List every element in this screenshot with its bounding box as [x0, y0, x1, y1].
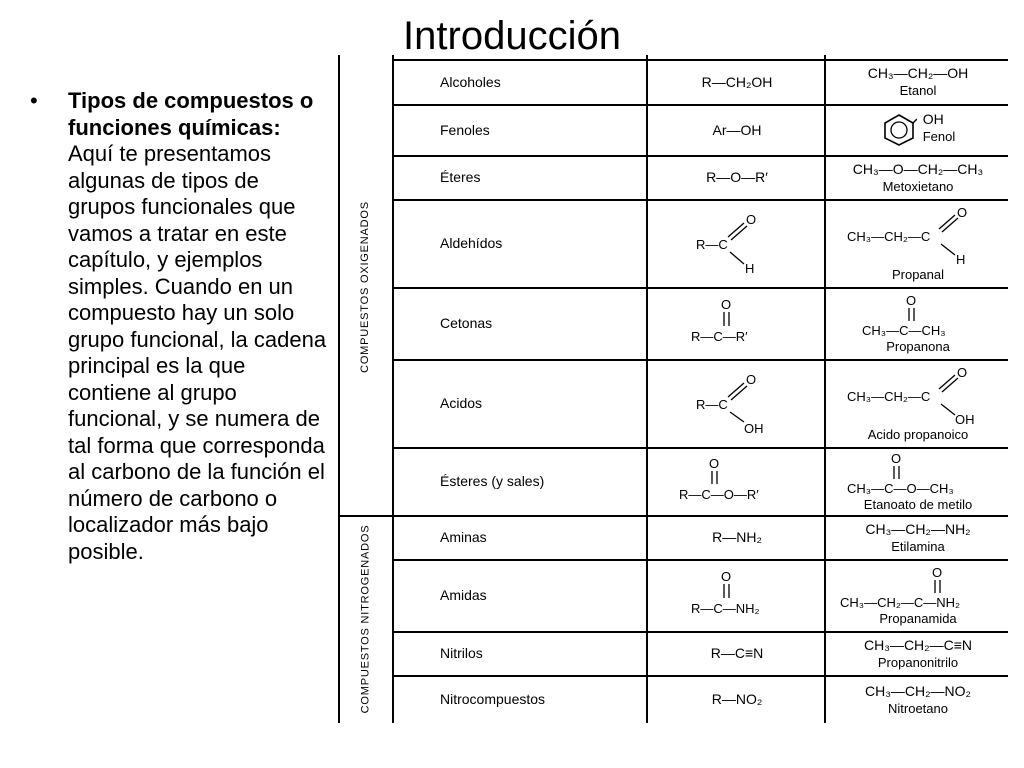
row-formula-acidos	[650, 359, 824, 447]
svg-text:O: O	[746, 212, 757, 227]
row-formula-esteres	[650, 447, 824, 515]
example-formula: OH	[922, 110, 944, 127]
row-name-eteres: Éteres	[440, 169, 481, 185]
row-example-fenoles	[828, 104, 1008, 155]
row-formula-amidas	[650, 559, 824, 631]
example-formula: CH₃—CH₂—OH	[867, 65, 969, 81]
svg-text:CH₃—CH₂—C: CH₃—CH₂—C	[847, 228, 931, 244]
svg-text:O: O	[746, 372, 757, 387]
example-formula: CH₃—CH₂—NH₂	[865, 520, 971, 537]
row-example-cetonas	[828, 287, 1008, 359]
etanoato-structure	[843, 451, 993, 495]
propanamida-structure	[838, 565, 998, 609]
svg-text:CH₃—CH₂—C: CH₃—CH₂—C	[847, 388, 931, 404]
example-formula: CH₃—CH₂—NO₂	[864, 682, 971, 699]
row-formula-nitrilos: R—C≡N	[710, 645, 764, 661]
example-name: Acido propanoico	[867, 426, 969, 442]
example-name: Propanal	[891, 266, 945, 282]
group-label-oxigenados: COMPUESTOS OXIGENADOS	[359, 201, 372, 373]
example-name: Etilamina	[891, 538, 945, 554]
row-name-cetonas: Cetonas	[440, 315, 493, 331]
svg-text:O: O	[721, 569, 732, 584]
example-name: Etanoato de metilo	[863, 496, 973, 512]
svg-text:O: O	[906, 292, 917, 308]
svg-text:CH₃—CH₂—C—NH₂: CH₃—CH₂—C—NH₂	[840, 594, 961, 609]
row-name-fenoles: Fenoles	[440, 121, 490, 138]
row-name-amidas: Amidas	[440, 587, 487, 603]
bullet-dot: •	[30, 88, 38, 113]
svg-text:CH₃—C—CH₃: CH₃—C—CH₃	[862, 322, 946, 337]
benzene-ring-icon	[881, 113, 917, 147]
row-name-nitrilos: Nitrilos	[440, 645, 483, 661]
bullet-paragraph	[30, 88, 330, 565]
row-formula-fenoles: Ar—OH	[712, 121, 762, 138]
example-name: Etanol	[899, 83, 937, 98]
example-name: Propanamida	[879, 610, 957, 626]
row-example-nitrilos	[828, 631, 1008, 675]
row-name-esteres: Ésteres (y sales)	[440, 473, 545, 489]
ketone-structure	[687, 295, 787, 351]
row-name-nitrocompuestos: Nitrocompuestos	[440, 691, 546, 707]
svg-text:O: O	[932, 564, 943, 580]
svg-text:OH: OH	[744, 421, 764, 436]
row-name-aminas: Aminas	[440, 529, 487, 545]
svg-text:O: O	[957, 204, 968, 220]
row-formula-eteres: R—O—R′	[706, 169, 768, 185]
functional-groups-table	[338, 55, 1008, 723]
example-name: Fenol	[922, 128, 956, 144]
slide-title: Introducción	[403, 14, 621, 58]
bullet-text	[68, 88, 330, 565]
example-formula: CH₃—CH₂—C≡N	[864, 636, 972, 653]
ester-structure	[677, 454, 797, 508]
example-name: Nitroetano	[888, 700, 948, 716]
svg-text:O: O	[891, 450, 902, 466]
row-example-esteres	[828, 447, 1008, 515]
example-name: Metoxietano	[882, 178, 954, 194]
row-formula-aminas: R—NH₂	[712, 529, 762, 545]
svg-text:CH₃—C—O—CH₃: CH₃—C—O—CH₃	[847, 480, 954, 495]
amide-structure	[687, 567, 787, 623]
row-example-aldehidos	[828, 199, 1008, 287]
row-example-eteres	[828, 155, 1008, 199]
svg-text:H: H	[745, 261, 755, 276]
row-name-acidos: Acidos	[440, 395, 483, 411]
bullet-heading: Tipos de compuestos o funciones químicas:	[68, 88, 314, 140]
svg-text:R—C: R—C	[696, 397, 728, 412]
row-example-acidos	[828, 359, 1008, 447]
svg-text:H: H	[956, 251, 966, 265]
example-formula: CH₃—O—CH₂—CH₃	[852, 160, 984, 177]
row-formula-cetonas	[650, 287, 824, 359]
row-formula-alcoholes: R—CH₂OH	[701, 73, 773, 90]
propanoic-acid-structure	[843, 365, 993, 425]
svg-text:R—C—R′: R—C—R′	[691, 329, 748, 344]
svg-text:R—C—NH₂: R—C—NH₂	[691, 601, 760, 616]
row-formula-nitrocompuestos: R—NO₂	[711, 691, 763, 707]
row-formula-aldehidos	[650, 199, 824, 287]
group-label-nitrogenados: COMPUESTOS NITROGENADOS	[359, 524, 371, 714]
propanal-structure	[843, 205, 993, 265]
aldehyde-structure	[692, 210, 782, 276]
svg-text:O: O	[709, 456, 720, 471]
bullet-body: Aquí te presentamos algunas de tipos de grupos funcionales que vamos a tratar en este capítulo, y ejemplos simples. Cuando en un compuesto hay un solo grupo funcional, la cadena principal es la que contiene al grupo funcional, y se numera de tal forma que corresponda al carbono de la función el número de carbono o localizador más bajo posible.	[68, 141, 327, 564]
row-example-amidas	[828, 559, 1008, 631]
propanona-structure	[858, 293, 978, 337]
row-example-alcoholes	[828, 59, 1008, 104]
example-name: Propanona	[886, 338, 950, 354]
svg-text:R—C—O—R′: R—C—O—R′	[679, 487, 759, 502]
svg-text:O: O	[957, 364, 968, 380]
acid-structure	[692, 370, 782, 436]
row-name-alcoholes: Alcoholes	[440, 73, 501, 90]
row-example-nitrocompuestos	[828, 675, 1008, 723]
row-example-aminas	[828, 515, 1008, 559]
svg-text:R—C: R—C	[696, 237, 728, 252]
svg-text:O: O	[721, 297, 732, 312]
row-name-aldehidos: Aldehídos	[440, 235, 503, 251]
example-name: Propanonitrilo	[877, 654, 959, 670]
svg-text:OH: OH	[955, 411, 975, 425]
